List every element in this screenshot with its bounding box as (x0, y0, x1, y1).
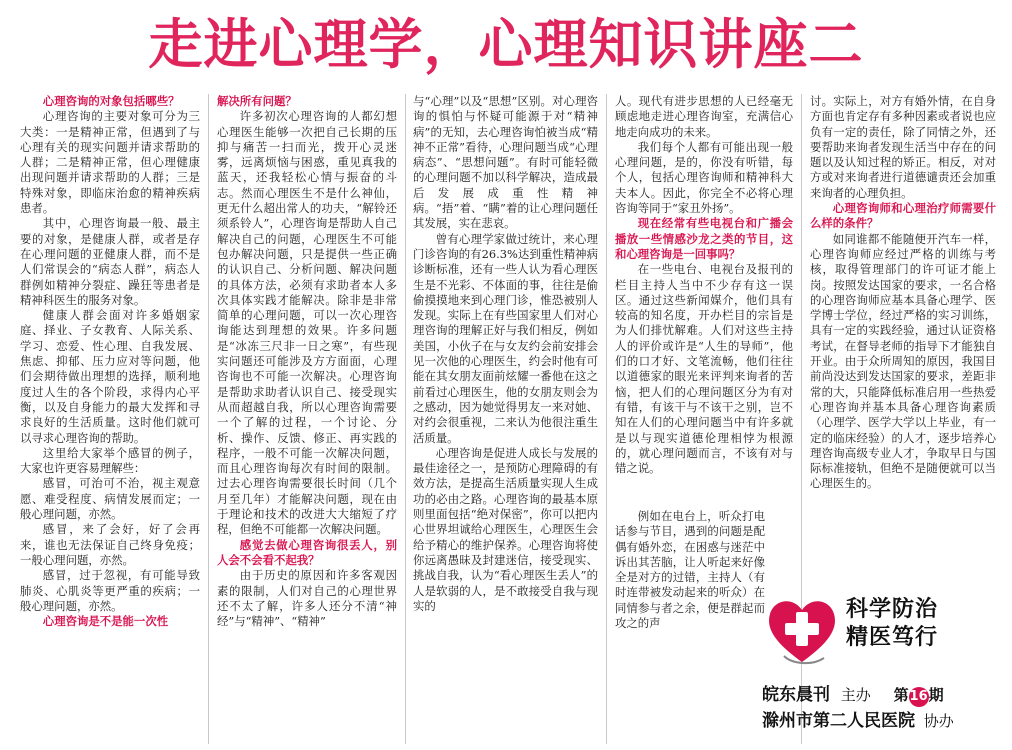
paragraph: 在一些电台、电视台及报刊的栏目主持人当中不少存有这一误区。通过这些新闻媒介，他们具有较高的知名度，开办栏目的宗旨是为人们排忧解难。人们对这些主持人的评价或许是“人生的导师”，他们的口才好、文笔流畅，他们往往以道德家的眼光来评判来询者的苦恼，把人们的心理问题区分为有对有错，有该干与不该干之别，岂不知在人们的心理问题当中有许多就是以与现实道德伦理相悖为根源的，就心理问题而言，不该有对与错之说。 (615, 262, 793, 476)
paragraph: 感冒，可治可不治，视主观意愿、难受程度、病情发展而定；一般心理问题，亦然。 (20, 476, 200, 522)
issue-suffix: 期 (928, 686, 944, 704)
column-1 (20, 94, 200, 742)
paragraph: 由于历史的原因和许多客观因素的限制，人们对自己的心理世界还不太了解，许多人还分不清“神经”与“精神”、“精神” (217, 568, 397, 629)
issue-prefix: 第 (893, 686, 909, 704)
section-heading-consult-targets: 心理咨询的对象包括哪些？ (42, 94, 180, 108)
footer-row-publisher (762, 680, 944, 707)
column-divider (405, 94, 406, 744)
paragraph: 讨。实际上，对方有婚外情，在自身方面也肯定存有多种因素或者说也应负有一定的责任，除了同情之外，还要帮助来询者发现生活当中存在的问题以及认知过程的矫正。相反，对对方或对来询者进行道德谴责还会加重来询者的心理负担。 (810, 94, 996, 200)
column-divider (208, 94, 209, 744)
paragraph: 曾有心理学家做过统计，来心理门诊咨询的有26.3%达到重性精神病诊断标准，还有一些人认为看心理医生是不光彩、不体面的事，往往是偷偷摸摸地来到心理门诊，惟恐被别人发现。实际上在有些国家里人们对心理咨询的理解正好与我们相反，例如美国，小伙子在与女友约会前安排会见一次他的心理医生，约会时他有可能在其女朋友面前炫耀一番他在这之前看过心理医生，他的女朋友则会为之感动，因为她觉得男友一来对她、对约会很重视，二来认为他很注重生活质量。 (413, 231, 598, 445)
issue-number-badge: 16 (909, 687, 929, 707)
paragraph: 人。现代有进步思想的人已经毫无顾虑地走进心理咨询室，充满信心地走向成功的未来。 (615, 94, 793, 139)
slogan-line-2: 精医笃行 (846, 625, 939, 650)
column-3 (413, 94, 598, 742)
section-heading-one-session: 心理咨询是不是能一次性 (42, 614, 169, 629)
page-title: 走进心理学，心理知识讲座二 (148, 13, 864, 76)
section-heading-qualifications: 心理咨询师和心理治疗师需要什么样的条件？ (810, 201, 996, 231)
paragraph: 心理咨询的主要对象可分为三大类：一是精神正常，但遇到了与心理有关的现实问题并请求帮助的人群；二是精神正常，但心理健康出现问题并请求帮助的人群；三是特殊对象，即临床治愈的精神疾病患者。 (20, 109, 200, 216)
slogan-line-1: 科学防治 (846, 597, 939, 622)
paragraph: 许多初次心理咨询的人都幻想心理医生能够一次把自己长期的压抑与痛苦一扫而光，拨开心灵迷雾，远离烦恼与困惑，重见真我的蓝天，还我轻松心情与振奋的斗志。然而心理医生不是什么神仙，更无什么超出常人的功夫，“解铃还须系铃人”，心理咨询是帮助人自己解决自己的问题，心理医生不可能包办解决问题，只是提供一些正确的认识自己、分析问题、解决问题的具体方法，必须有求助者本人多次具体实践才能解决。除非是非常简单的心理问题，可以一次心理咨询能达到理想的效果。许多问题是“冰冻三尺非一日之寒”，有些现实问题还可能涉及方方面面，心理咨询也不可能一次解决。心理咨询是帮助求助者认识自己、接受现实从而超越自我，所以心理咨询需要一个了解的过程，一个讨论、分析、操作、反馈、修正、再实践的程序，一般不可能一次解决问题，而且心理咨询每次有时间的限制。过去心理咨询需要很长时间（几个月至几年）才能解决问题，现在由于理论和技术的改进大大缩短了疗程，但绝不可能都一次解决问题。 (217, 109, 397, 537)
paragraph: 如同谁都不能随便开汽车一样，心理咨询师应经过严格的训练与考核，取得管理部门的许可证才能上岗。按照发达国家的要求，一名合格的心理咨询师应基本具备心理学、医学博士学位，经过严格的实习训练，具有一定的实践经验，通过认证资格考试，在督导老师的指导下才能独自开业。由于众所周知的原因，我国目前尚没达到发达国家的要求，差距非常的大，只能降低标准启用一些热爱心理咨询并基本具备心理咨询素质（心理学、医学大学以上毕业，有一定的临床经验）的人才，逐步培养心理咨询高级专业人才，争取早日与国际标准接轨，但绝不是随便就可以当心理医生的。 (810, 231, 996, 491)
slogan (846, 596, 938, 652)
footer-row-co-host (762, 706, 954, 731)
paragraph: 感冒，来了会好，好了会再来，谁也无法保证自己终身免疫；一般心理问题，亦然。 (20, 522, 200, 567)
hospital-logo (762, 590, 994, 670)
section-heading-continued: 解决所有问题？ (217, 94, 297, 108)
paragraph: 与“心理”以及“思想”区别。对心理咨询的惧怕与怀疑可能源于对“精神病”的无知，去心理咨询怕被当成“精神不正常”看待，心理问题当成“心理病态”、“思想问题”。有时可能轻微的心理问题不加以科学解决，造成最后发展成重性精神病。“捂”着、“瞒”着的让心理问题任其发展，实在悲哀。 (413, 94, 598, 231)
paragraph: 健康人群会面对许多婚姻家庭、择业、子女教育、人际关系、学习、恋爱、性心理、自我发展、焦虑、抑郁、压力应对等问题，他们会期待做出理想的选择，顺利地度过人生的各个阶段，求得内心平衡，以及自身能力的最大发挥和寻求良好的生活质量。这时他们就可以寻求心理咨询的帮助。 (20, 308, 200, 445)
paragraph: 我们每个人都有可能出现一般心理问题，是的，你没有听错，每个人，包括心理咨询师和精神科大夫本人。因此，你完全不必将心理咨询等同于“家丑外扬”。 (615, 139, 793, 216)
column-divider (606, 94, 607, 744)
paragraph: 其中，心理咨询最一般、最主要的对象，是健康人群，或者是存在心理问题的亚健康人群，而不是人们常误会的“病态人群”，病态人群例如精神分裂症、躁狂等患者是精神科医生的服务对象。 (20, 216, 200, 307)
footer (762, 676, 994, 736)
section-heading-embarrassment: 感觉去做心理咨询很丢人，别人会不会看不起我？ (217, 537, 397, 567)
paragraph: 心理咨询是促进人成长与发展的最佳途径之一，是预防心理障碍的有效方法，是提高生活质量实现人生成功的必由之路。心理咨询的最基本原则里面包括“绝对保密”，你可以把内心世界坦诚给心理医生，心理医生会给予精心的维护保养。心理咨询将使你远离愚昧及封建迷信，接受现实、挑战自我，认为“看心理医生丢人”的人是软弱的人，是不敢接受自我与现实的 (413, 445, 598, 613)
paragraph: 这里给大家举个感冒的例子，大家也许更容易理解些： (20, 445, 200, 476)
hospital-name: 滁州市第二人民医院 (762, 711, 915, 731)
column-2 (217, 94, 397, 742)
section-heading-media-shows: 现在经常有些电视台和广播会播放一些情感沙龙之类的节目，这和心理咨询是一回事吗？ (615, 216, 793, 261)
co-host-label: 协办 (923, 712, 954, 730)
heart-cross-icon (762, 590, 842, 670)
paragraph: 例如在电台上，听众打电话参与节目，遇到的问题是配偶有婚外恋，在困惑与迷茫中诉出其苦脑，让人听起来好像全是对方的过错，主持人（有时连带被发动起来的听众）在同情参与者之余，便是群起而攻之的声 (615, 509, 765, 631)
publisher-name: 皖东晨刊 (762, 685, 830, 705)
host-label: 主办 (840, 686, 871, 704)
paragraph: 感冒，过于忽视，有可能导致肺炎、心肌炎等更严重的疾病；一般心理问题，亦然。 (20, 568, 200, 613)
